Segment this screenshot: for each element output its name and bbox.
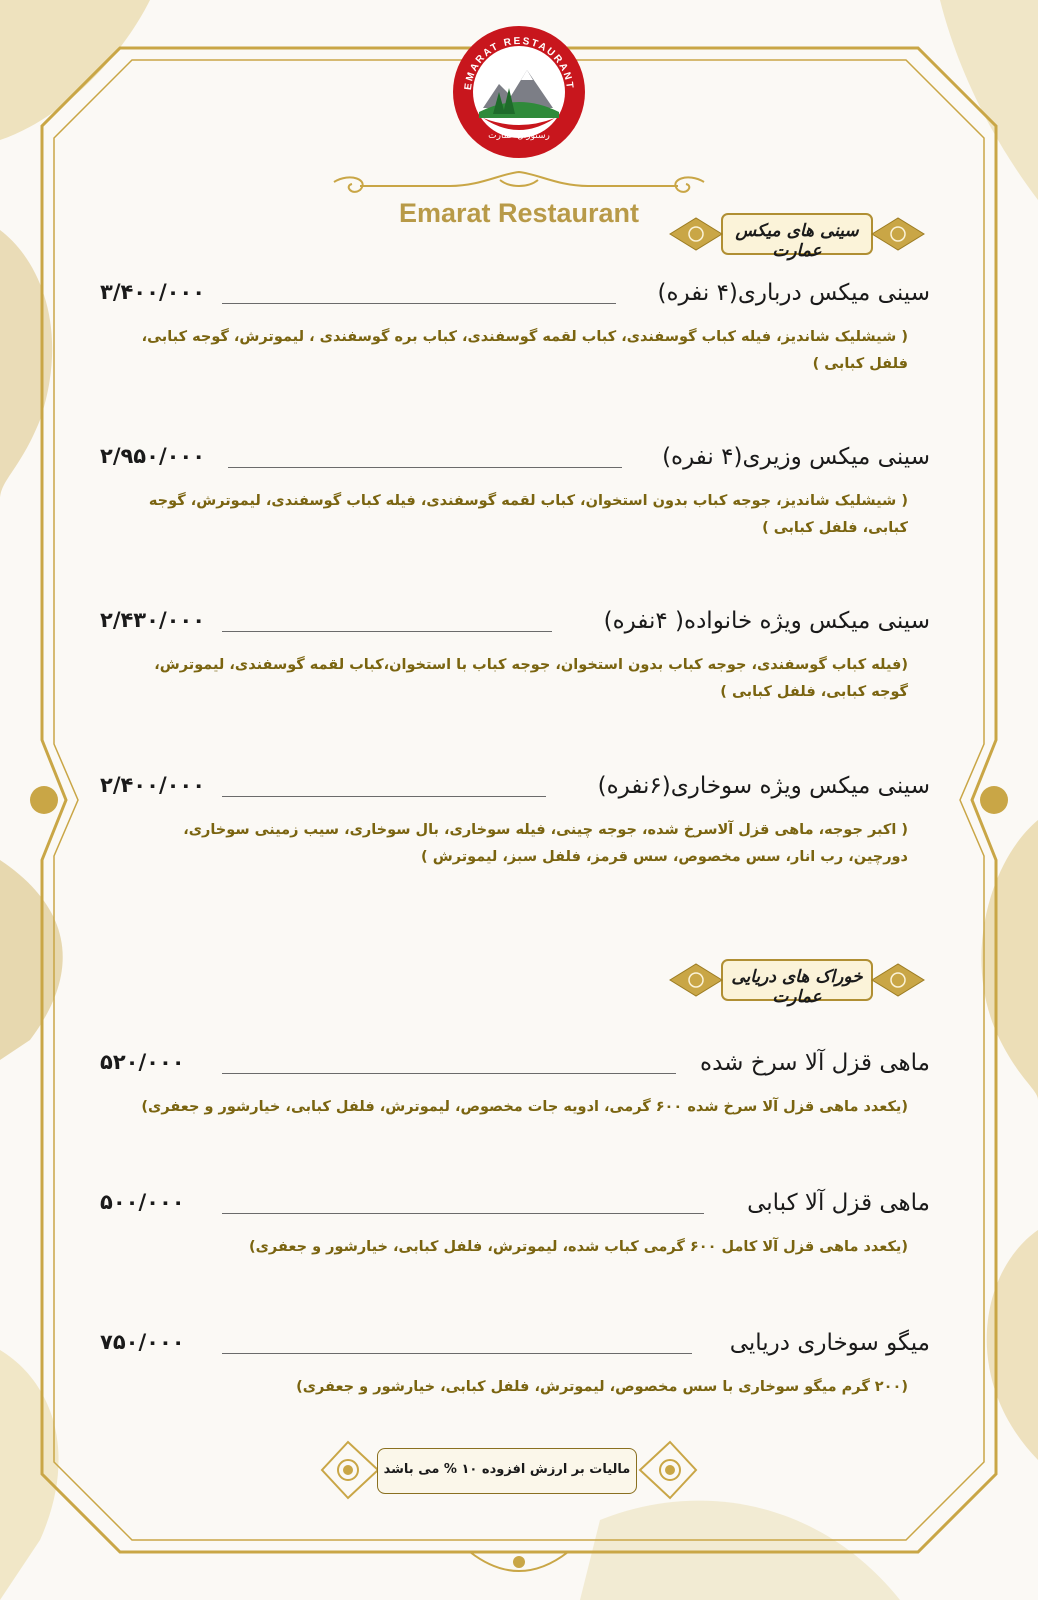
- item-description: (فیله کباب گوسفندی، جوجه کباب بدون استخوان، جوجه کباب با استخوان،کباب لقمه گوسفندی، لیموترش، گوجه کبابی، فلفل کبابی ): [154, 657, 908, 700]
- tax-note-box: [377, 1448, 637, 1494]
- footer-ornament-right: [638, 1436, 700, 1504]
- item-price: ۳/۴۰۰/۰۰۰: [100, 280, 206, 304]
- section-banner-seafood: [666, 950, 928, 1010]
- leader-line: [222, 1353, 692, 1354]
- item-name: میگو سوخاری دریایی: [729, 1330, 930, 1356]
- item-name: سینی میکس ویژه سوخاری(۶نفره): [597, 773, 930, 799]
- item-description: ( اکبر جوجه، ماهی قزل آلاسرخ شده، جوجه چینی، فیله سوخاری، بال سوخاری، سیب زمینی سوخاری، دورچین، رب انار، سس مخصوص، سس قرمز، فلفل سبز، لیموترش ): [183, 822, 908, 865]
- leader-line: [222, 796, 546, 797]
- menu-item: [100, 1190, 930, 1261]
- item-price: ۲/۹۵۰/۰۰۰: [100, 444, 206, 468]
- footer-ornament-left: [318, 1436, 380, 1504]
- menu-item: [100, 608, 930, 706]
- section-title: سینی های میکس عمارت: [735, 221, 859, 261]
- item-name: سینی میکس وزیری(۴ نفره): [662, 444, 930, 470]
- item-description: ( شیشلیک شاندیز، فیله کباب گوسفندی، کباب لقمه گوسفندی، کباب بره گوسفندی ، لیموترش، گوجه کبابی، فلفل کبابی ): [141, 329, 908, 372]
- menu-item: [100, 444, 930, 542]
- leader-line: [222, 631, 552, 632]
- leader-line: [222, 1073, 676, 1074]
- section-banner-mix-trays: [666, 204, 928, 264]
- item-price: ۲/۴۰۰/۰۰۰: [100, 773, 206, 797]
- item-description: ( شیشلیک شاندیز، جوجه کباب بدون استخوان، کباب لقمه گوسفندی، فیله کباب گوسفندی، لیموترش، گوجه کبابی، فلفل کبابی ): [148, 493, 908, 536]
- logo-ring-text: EMARAT RESTAURANT: [462, 35, 576, 91]
- item-price: ۵۲۰/۰۰۰: [100, 1050, 185, 1074]
- tax-note: مالیات بر ارزش افزوده ۱۰ % می باشد: [383, 1462, 631, 1477]
- item-name: ماهی قزل آلا سرخ شده: [700, 1050, 930, 1076]
- item-description: (۲۰۰ گرم میگو سوخاری با سس مخصوص، لیموترش، فلفل کبابی، خیارشور و جعفری): [296, 1379, 908, 1395]
- item-name: سینی میکس ویژه خانواده( ۴نفره): [603, 608, 930, 634]
- logo-persian-text: رستوران عمارت: [488, 131, 550, 141]
- menu-item: [100, 1050, 930, 1121]
- leader-line: [222, 303, 616, 304]
- leader-line: [228, 467, 622, 468]
- item-description: (یکعدد ماهی قزل آلا کامل ۶۰۰ گرمی کباب شده، لیموترش، فلفل کبابی، خیارشور و جعفری): [249, 1239, 908, 1255]
- menu-item: [100, 773, 930, 871]
- menu-item: [100, 280, 930, 378]
- item-price: ۲/۴۳۰/۰۰۰: [100, 608, 206, 632]
- brand-name: Emarat Restaurant: [398, 198, 640, 228]
- section-title: خوراک های دریایی عمارت: [731, 967, 863, 1007]
- leader-line: [222, 1213, 704, 1214]
- item-price: ۷۵۰/۰۰۰: [100, 1330, 185, 1354]
- item-description: (یکعدد ماهی قزل آلا سرخ شده ۶۰۰ گرمی، ادویه جات مخصوص، لیموترش، فلفل کبابی، خیارشور و جعفری): [141, 1099, 908, 1115]
- item-price: ۵۰۰/۰۰۰: [100, 1190, 185, 1214]
- restaurant-logo: [449, 22, 589, 162]
- item-name: ماهی قزل آلا کبابی: [747, 1190, 930, 1216]
- menu-item: [100, 1330, 930, 1401]
- item-name: سینی میکس درباری(۴ نفره): [657, 280, 930, 306]
